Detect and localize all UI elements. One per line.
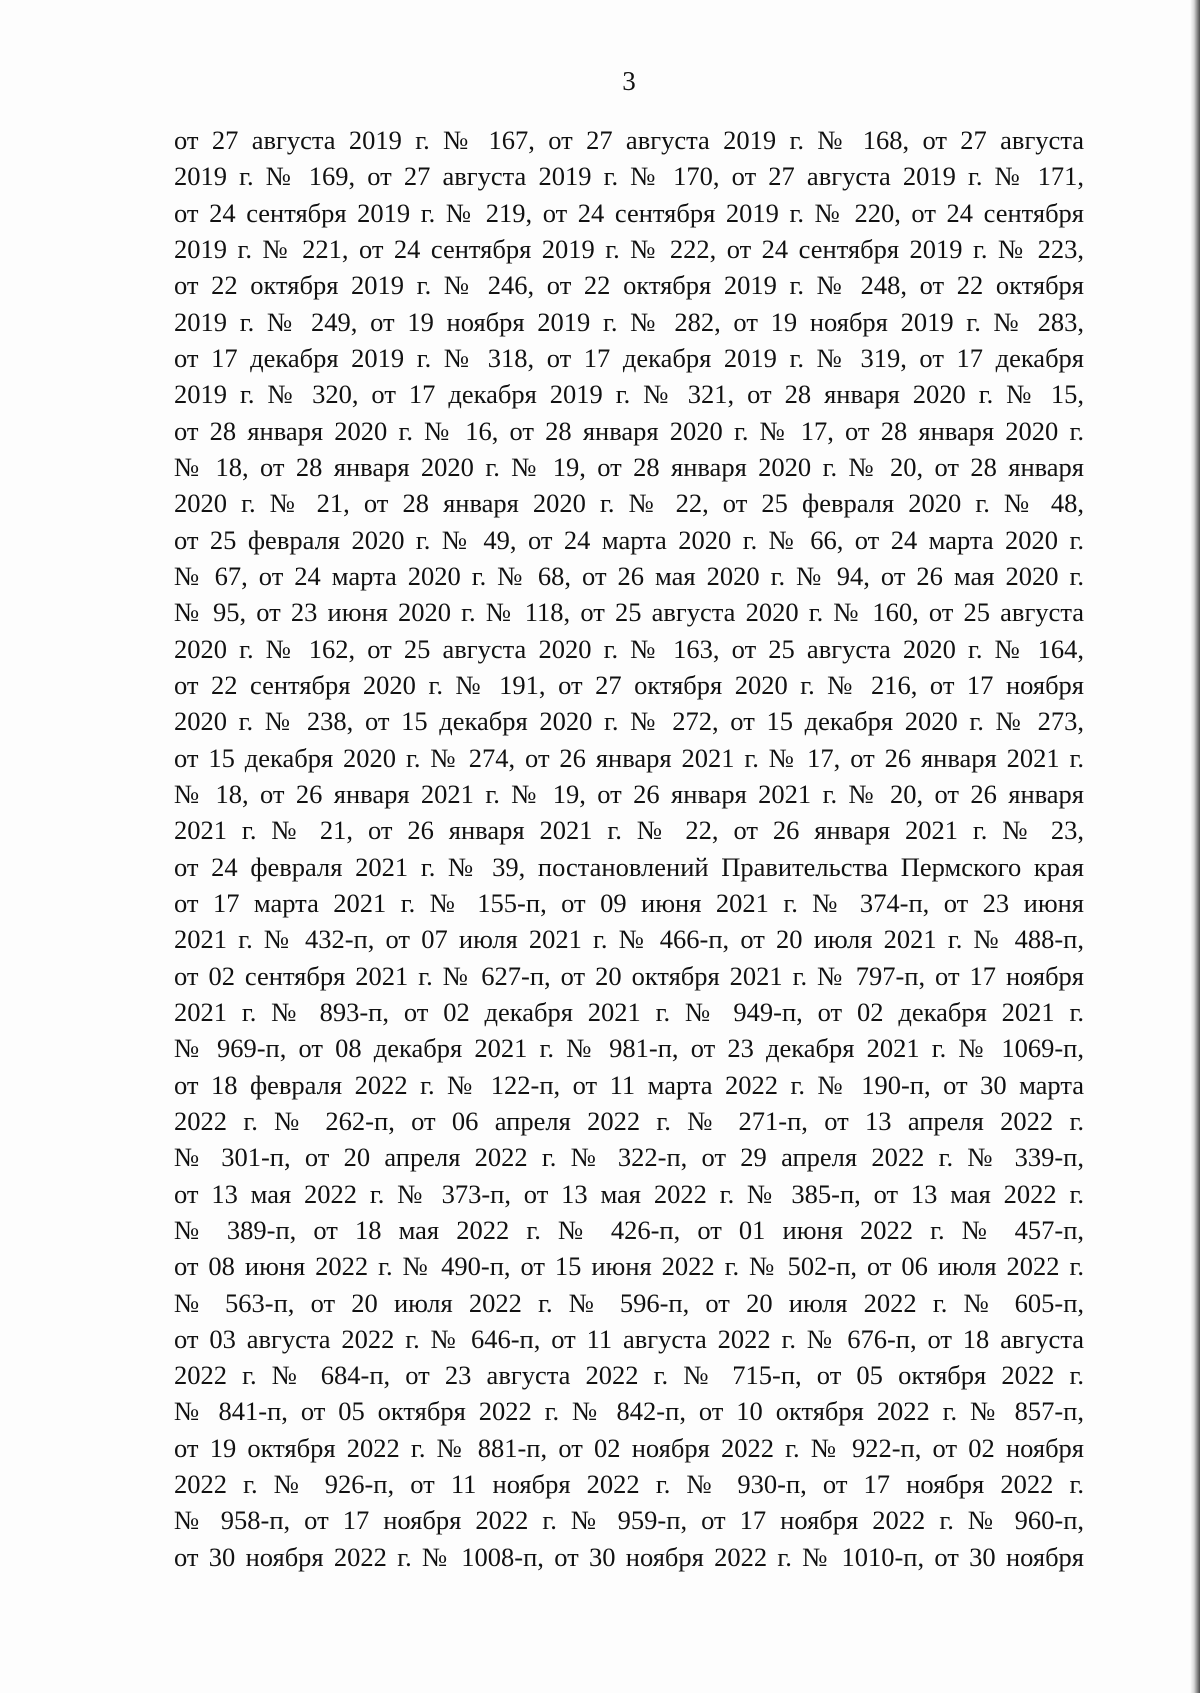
text-line: 2019 г. № 221, от 24 сентября 2019 г. № 222, от 24 сентября 2019 г. № 223, (174, 233, 1084, 264)
body-text (174, 122, 1084, 1575)
text-line: 2021 г. № 21, от 26 января 2021 г. № 22, от 26 января 2021 г. № 23, (174, 815, 1084, 846)
text-line: № 969-п, от 08 декабря 2021 г. № 981-п, от 23 декабря 2021 г. № 1069-п, (174, 1033, 1084, 1064)
text-line: № 958-п, от 17 ноября 2022 г. № 959-п, от 17 ноября 2022 г. № 960-п, (174, 1505, 1084, 1536)
text-line: от 24 февраля 2021 г. № 39, постановлений Правительства Пермского края (174, 851, 1084, 882)
text-line: № 95, от 23 июня 2020 г. № 118, от 25 августа 2020 г. № 160, от 25 августа (174, 597, 1084, 628)
text-line: от 08 июня 2022 г. № 490-п, от 15 июня 2022 г. № 502-п, от 06 июля 2022 г. (174, 1251, 1084, 1282)
text-line: № 67, от 24 марта 2020 г. № 68, от 26 мая 2020 г. № 94, от 26 мая 2020 г. (174, 560, 1084, 591)
text-line: от 30 ноября 2022 г. № 1008-п, от 30 ноября 2022 г. № 1010-п, от 30 ноября (174, 1541, 1084, 1572)
page-number: 3 (622, 66, 636, 96)
text-line: № 563-п, от 20 июля 2022 г. № 596-п, от 20 июля 2022 г. № 605-п, (174, 1287, 1084, 1318)
text-line: от 17 декабря 2019 г. № 318, от 17 декабря 2019 г. № 319, от 17 декабря (174, 342, 1084, 373)
text-line: 2019 г. № 249, от 19 ноября 2019 г. № 282, от 19 ноября 2019 г. № 283, (174, 306, 1084, 337)
text-line: 2021 г. № 893-п, от 02 декабря 2021 г. № 949-п, от 02 декабря 2021 г. (174, 996, 1084, 1027)
text-line: 2020 г. № 21, от 28 января 2020 г. № 22, от 25 февраля 2020 г. № 48, (174, 488, 1084, 519)
text-line: от 22 сентября 2020 г. № 191, от 27 октября 2020 г. № 216, от 17 ноября (174, 669, 1084, 700)
text-line: от 27 августа 2019 г. № 167, от 27 августа 2019 г. № 168, от 27 августа (174, 125, 1084, 155)
text-line: от 22 октября 2019 г. № 246, от 22 октября 2019 г. № 248, от 22 октября (174, 270, 1084, 301)
text-line: 2020 г. № 162, от 25 августа 2020 г. № 163, от 25 августа 2020 г. № 164, (174, 633, 1084, 664)
text-line: 2021 г. № 432-п, от 07 июля 2021 г. № 466-п, от 20 июля 2021 г. № 488-п, (174, 924, 1084, 955)
text-line: от 02 сентября 2021 г. № 627-п, от 20 октября 2021 г. № 797-п, от 17 ноября (174, 960, 1084, 991)
text-line: 2020 г. № 238, от 15 декабря 2020 г. № 272, от 15 декабря 2020 г. № 273, (174, 706, 1084, 737)
text-line: от 13 мая 2022 г. № 373-п, от 13 мая 2022 г. № 385-п, от 13 мая 2022 г. (174, 1178, 1084, 1209)
text-line: № 18, от 26 января 2021 г. № 19, от 26 января 2021 г. № 20, от 26 января (174, 778, 1084, 809)
text-line: 2022 г. № 926-п, от 11 ноября 2022 г. № 930-п, от 17 ноября 2022 г. (174, 1469, 1084, 1500)
text-line: 2022 г. № 262-п, от 06 апреля 2022 г. № 271-п, от 13 апреля 2022 г. (174, 1105, 1084, 1136)
text-line: от 17 марта 2021 г. № 155-п, от 09 июня 2021 г. № 374-п, от 23 июня (174, 887, 1084, 918)
text-line: 2022 г. № 684-п, от 23 августа 2022 г. № 715-п, от 05 октября 2022 г. (174, 1360, 1084, 1391)
text-line: № 301-п, от 20 апреля 2022 г. № 322-п, от 29 апреля 2022 г. № 339-п, (174, 1142, 1084, 1173)
text-line: от 03 августа 2022 г. № 646-п, от 11 августа 2022 г. № 676-п, от 18 августа (174, 1323, 1084, 1354)
text-line: 2019 г. № 169, от 27 августа 2019 г. № 170, от 27 августа 2019 г. № 171, (174, 161, 1084, 192)
text-line: № 18, от 28 января 2020 г. № 19, от 28 января 2020 г. № 20, от 28 января (174, 451, 1084, 482)
text-line: от 28 января 2020 г. № 16, от 28 января 2020 г. № 17, от 28 января 2020 г. (174, 415, 1084, 446)
text-line: № 389-п, от 18 мая 2022 г. № 426-п, от 01 июня 2022 г. № 457-п, (174, 1214, 1084, 1245)
text-line: от 19 октября 2022 г. № 881-п, от 02 ноября 2022 г. № 922-п, от 02 ноября (174, 1432, 1084, 1463)
text-line: № 841-п, от 05 октября 2022 г. № 842-п, от 10 октября 2022 г. № 857-п, (174, 1396, 1084, 1427)
text-line: от 15 декабря 2020 г. № 274, от 26 января 2021 г. № 17, от 26 января 2021 г. (174, 742, 1084, 773)
text-line: от 18 февраля 2022 г. № 122-п, от 11 марта 2022 г. № 190-п, от 30 марта (174, 1069, 1084, 1100)
scan-edge-shadow (1190, 0, 1200, 1693)
text-line: от 24 сентября 2019 г. № 219, от 24 сентября 2019 г. № 220, от 24 сентября (174, 197, 1084, 228)
text-line: от 25 февраля 2020 г. № 49, от 24 марта 2020 г. № 66, от 24 марта 2020 г. (174, 524, 1084, 555)
text-line: 2019 г. № 320, от 17 декабря 2019 г. № 321, от 28 января 2020 г. № 15, (174, 379, 1084, 410)
